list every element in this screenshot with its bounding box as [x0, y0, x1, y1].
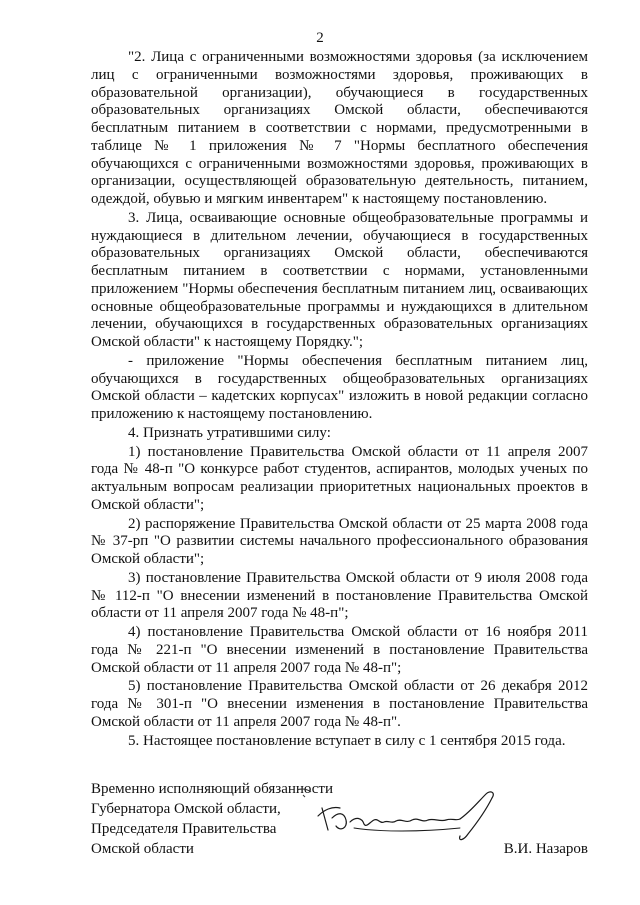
paragraph-appendix-replacement: - приложение "Нормы обеспечения бесплатным питанием лиц, обучающихся в государственных общеобразовательных организациях Омской области – кадетских корпусах" изложить в новой редакции согласно приложению к настоящему постановлению. — [91, 352, 588, 422]
signatory-title-line: Председателя Правительства — [91, 821, 277, 837]
paragraph-repeal-2: 2) распоряжение Правительства Омской области от 25 марта 2008 года № 37-рп "О развитии системы начального профессионального образования Омской области"; — [91, 515, 588, 567]
paragraph-section-4-heading: 4. Признать утратившими силу: — [128, 424, 331, 441]
signatory-title-line: Омской области — [91, 841, 194, 857]
paragraph-section-5: 5. Настоящее постановление вступает в силу с 1 сентября 2015 года. — [128, 732, 566, 749]
signatory-name: В.И. Назаров — [503, 841, 588, 857]
signatory-title-line: Временно исполняющий обязанности — [91, 781, 334, 797]
paragraph-item-3: 3. Лица, осваивающие основные общеобразовательные программы и нуждающиеся в длительном лечении, обучающиеся в государственных образовательных организациях Омской области, обеспечиваются бесплатным питанием в соответствии с нормами, установленными приложением "Нормы обеспечения бесплатным питанием лиц, осваивающих основные общеобразовательные программы и нуждающихся в длительном лечении, обучающихся в государственных образовательных организациях Омской области" к настоящему Порядку."; — [91, 209, 588, 350]
signatory-title-line: Губернатора Омской области, — [91, 801, 281, 817]
document-body — [91, 49, 588, 751]
paragraph-item-2: "2. Лица с ограниченными возможностями здоровья (за исключением лиц с ограниченными возможностями здоровья, проживающих в образовательной организации), обучающиеся в государственных образовательных организациях Омской области, обеспечиваются бесплатным питанием в соответствии с нормами, предусмотренными в таблице № 1 приложения № 7 "Нормы бесплатного обеспечения обучающихся с ограниченными возможностями здоровья, проживающих в организации, осуществляющей образовательную деятельность, питанием, одеждой, обувью и мягким инвентарем" к настоящему постановлению. — [91, 49, 588, 207]
paragraph-repeal-4: 4) постановление Правительства Омской области от 16 ноября 2011 года № 221-п "О внесении изменений в постановление Правительства Омской области от 11 апреля 2007 года № 48-п"; — [91, 624, 588, 676]
paragraph-repeal-3: 3) постановление Правительства Омской области от 9 июля 2008 года № 112-п "О внесении изменений в постановление Правительства Омской области от 11 апреля 2007 года № 48-п"; — [91, 569, 588, 622]
page-number: 2 — [316, 30, 324, 46]
handwritten-signature-icon — [310, 788, 510, 848]
paragraph-repeal-5: 5) постановление Правительства Омской области от 26 декабря 2012 года № 301-п "О внесении изменения в постановление Правительства Омской области от 11 апреля 2007 года № 48-п". — [91, 678, 588, 730]
paragraph-repeal-1: 1) постановление Правительства Омской области от 11 апреля 2007 года № 48-п "О конкурсе работ студентов, аспирантов, молодых ученых по актуальным вопросам реализации приоритетных национальных проектов в Омской области"; — [91, 443, 588, 513]
